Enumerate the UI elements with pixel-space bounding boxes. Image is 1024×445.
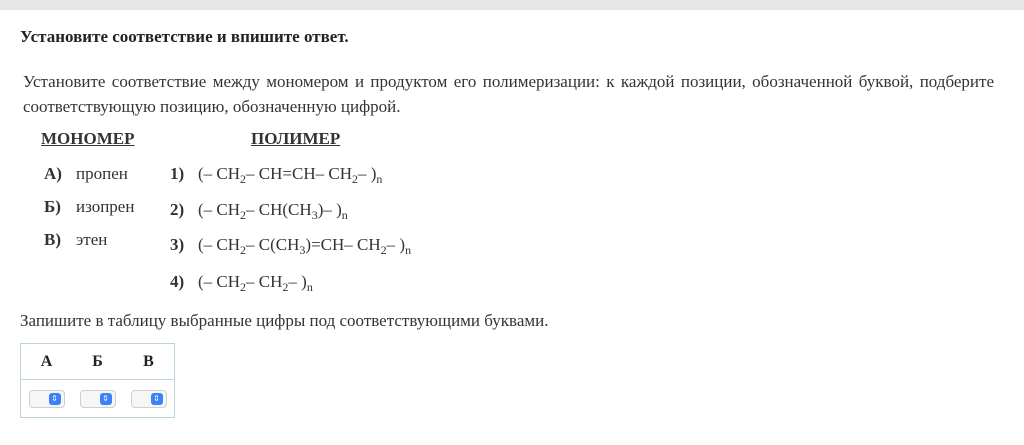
formula-subscript: 2 [240, 208, 247, 222]
answer-table [20, 343, 175, 418]
polymer-number: 1) [170, 164, 185, 183]
polymer-item [170, 272, 313, 295]
monomer-item [44, 164, 128, 184]
answer-select-a[interactable] [29, 390, 65, 408]
formula-text: )– ) [317, 200, 342, 219]
monomer-item [44, 230, 107, 250]
polymer-formula [198, 272, 313, 294]
formula-subscript: n [341, 208, 348, 222]
polymer-formula [198, 235, 412, 257]
formula-text: (– CH [198, 272, 241, 291]
polymer-number: 4) [170, 272, 185, 291]
polymer-column-header: ПОЛИМЕР [251, 129, 341, 148]
monomer-item [44, 197, 134, 217]
formula-text: (– CH [198, 235, 241, 254]
task-title: Установите соответствие и впишите ответ. [20, 27, 349, 46]
formula-subscript: 2 [351, 172, 358, 186]
monomer-letter: А) [44, 164, 62, 183]
formula-text: )=CH– CH [305, 235, 381, 254]
formula-text: – C(CH [246, 235, 300, 254]
formula-text: – CH [246, 272, 283, 291]
answer-header-b: Б [92, 353, 103, 370]
polymer-formula [198, 200, 348, 222]
updown-chevron-icon: ⇕ [100, 393, 112, 405]
formula-subscript: 3 [311, 208, 318, 222]
polymer-number: 3) [170, 235, 185, 254]
answer-header-a: А [40, 353, 53, 370]
answer-select-v[interactable] [131, 390, 167, 408]
top-bar [0, 0, 1024, 10]
answer-instruction: Запишите в таблицу выбранные цифры под соответствующими буквами. [20, 311, 549, 330]
answer-table-header [21, 344, 174, 380]
formula-text: – CH(CH [246, 200, 312, 219]
formula-text: – ) [357, 164, 377, 183]
formula-subscript: 3 [299, 243, 306, 257]
answer-header-v: В [143, 353, 154, 370]
monomer-letter: Б) [44, 197, 61, 216]
monomer-name: пропен [76, 164, 128, 183]
monomer-name: этен [76, 230, 108, 249]
formula-text: – ) [386, 235, 406, 254]
monomer-name: изопрен [76, 197, 135, 216]
formula-text: (– CH [198, 164, 241, 183]
polymer-formula [198, 164, 383, 186]
polymer-item [170, 200, 348, 223]
monomer-column-header: МОНОМЕР [41, 129, 135, 148]
formula-subscript: n [306, 280, 313, 294]
updown-chevron-icon: ⇕ [151, 393, 163, 405]
formula-subscript: 2 [380, 243, 387, 257]
formula-subscript: n [376, 172, 383, 186]
updown-chevron-icon: ⇕ [49, 393, 61, 405]
answer-select-b[interactable] [80, 390, 116, 408]
formula-subscript: 2 [282, 280, 289, 294]
polymer-item [170, 235, 411, 258]
formula-text: (– CH [198, 200, 241, 219]
polymer-number: 2) [170, 200, 185, 219]
task-intro: Установите соответствие между мономером и продуктом его полимеризации: к каждой позиции, обозначенной буквой, подберите соответствующую позицию, обозначенную цифрой. [23, 72, 994, 116]
formula-text: – CH=CH– CH [246, 164, 352, 183]
formula-subscript: 2 [240, 172, 247, 186]
polymer-item [170, 164, 382, 187]
formula-subscript: 2 [240, 243, 247, 257]
monomer-letter: В) [44, 230, 61, 249]
answer-table-row [21, 380, 174, 417]
formula-subscript: 2 [240, 280, 247, 294]
formula-text: – ) [288, 272, 307, 291]
formula-subscript: n [405, 243, 412, 257]
